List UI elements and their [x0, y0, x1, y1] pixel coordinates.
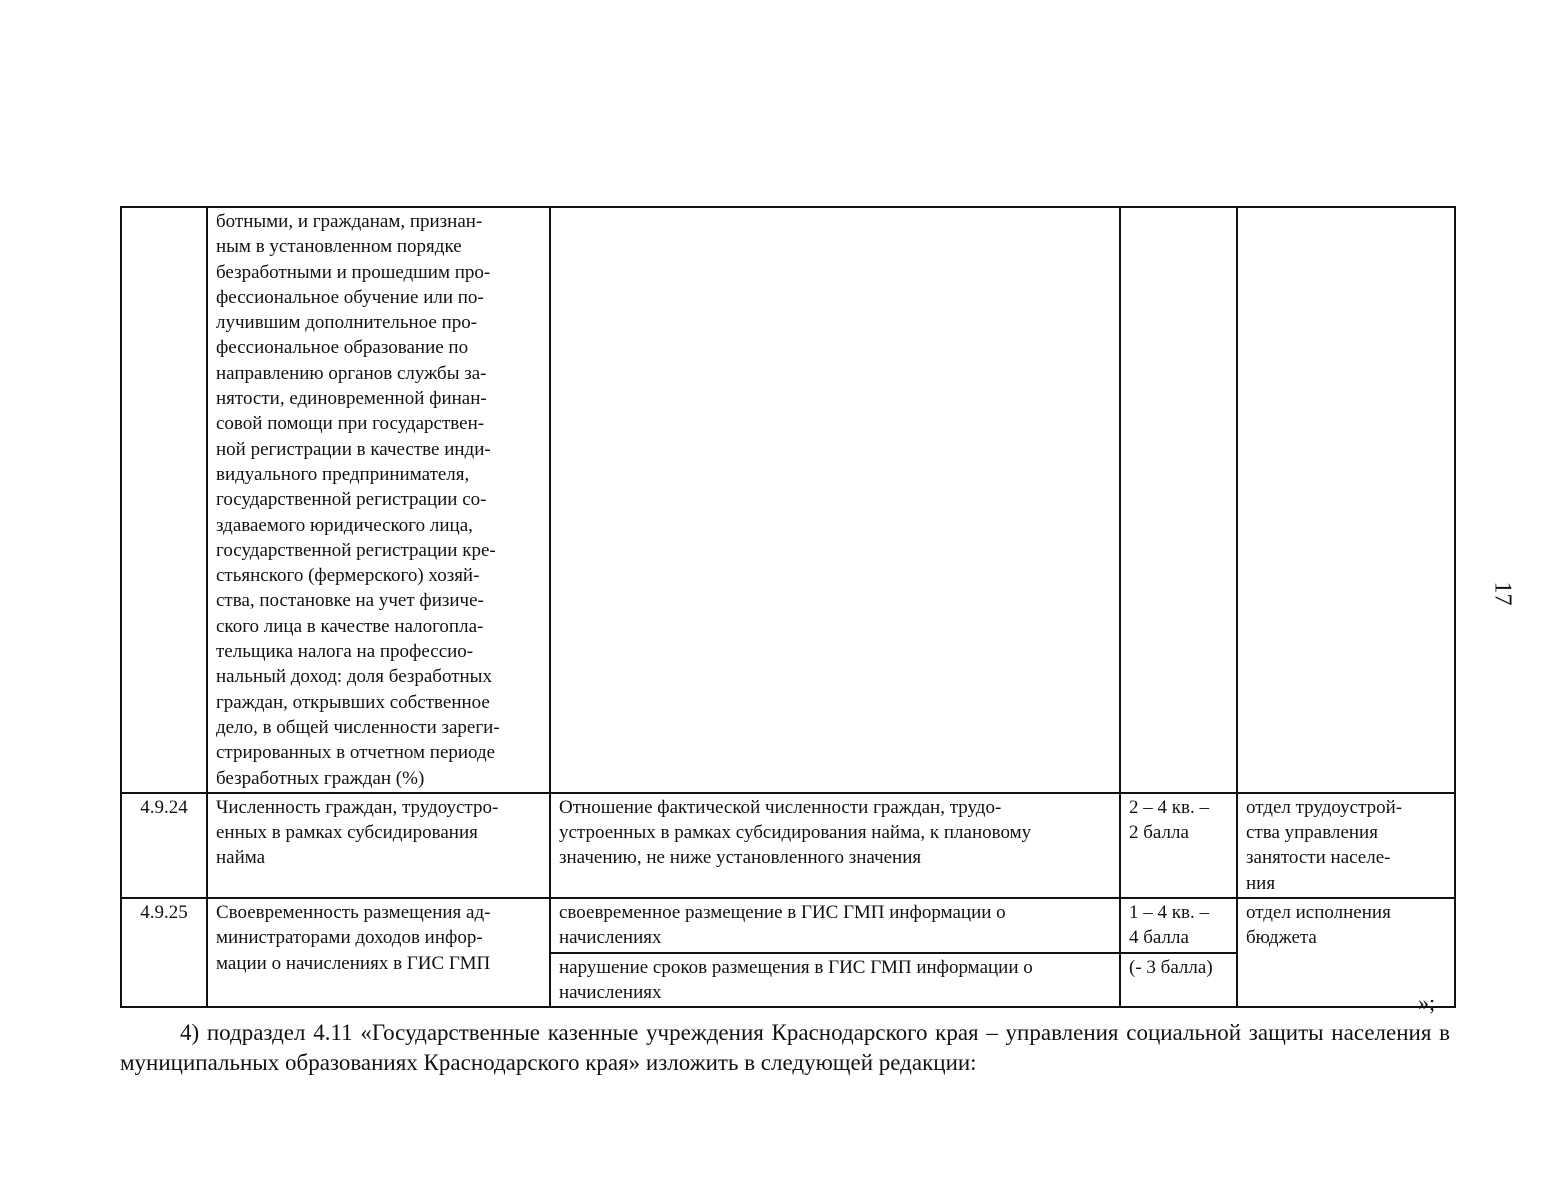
table-row: [121, 793, 1455, 898]
row-number-cell: [121, 207, 207, 793]
responsible-cell: отдел трудоустрой- ства управления занятости населе- ния: [1237, 793, 1455, 898]
row-number-cell: 4.9.25: [121, 898, 207, 1007]
points-cell: 1 – 4 кв. – 4 балла: [1120, 898, 1237, 953]
indicator-cell: Численность граждан, трудоустро- енных в рамках субсидирования найма: [207, 793, 550, 898]
points-cell: 2 – 4 кв. – 2 балла: [1120, 793, 1237, 898]
points-cell: (- 3 балла): [1120, 953, 1237, 1008]
indicator-cell: ботными, и гражданам, признан- ным в установленном порядке безработными и прошедшим про- фессиональное обучение или по- лучившим дополнительное про- фессиональное образование по направлению органов службы за- нятости, единовременной финан- совой помощи при государствен- ной регистрации в качестве инди- видуального предпринимателя, государственной регистрации со- здаваемого юридического лица, государственной регистрации кре- стьянского (фермерского) хозяй- ства, постановке на учет физиче- ского лица в качестве налогопла- тельщика налога на профессио- нальный доход: доля безработных граждан, открывших собственное дело, в общей численности зареги- стрированных в отчетном периоде безработных граждан (%): [207, 207, 550, 793]
criterion-cell: Отношение фактической численности граждан, трудо- устроенных в рамках субсидирования найма, к плановому значению, не ниже установленного значения: [550, 793, 1120, 898]
page-number: 17: [1489, 581, 1516, 606]
criteria-table: [120, 206, 1456, 1008]
responsible-cell: [1237, 207, 1455, 793]
table-row: [121, 898, 1455, 953]
amendment-paragraph: 4) подраздел 4.11 «Государственные казенные учреждения Краснодарского края – управления социальной защиты населения в муниципальных образованиях Краснодарского края» изложить в следующей редакции:: [120, 1020, 1450, 1075]
criterion-cell: нарушение сроков размещения в ГИС ГМП информации о начислениях: [550, 953, 1120, 1008]
table-row: [121, 207, 1455, 793]
criterion-cell: [550, 207, 1120, 793]
indicator-cell: Своевременность размещения ад- министраторами доходов инфор- мации о начислениях в ГИС ГМП: [207, 898, 550, 1007]
criterion-cell: своевременное размещение в ГИС ГМП информации о начислениях: [550, 898, 1120, 953]
responsible-cell: отдел исполнения бюджета: [1237, 898, 1455, 1007]
closing-quote: »;: [1418, 990, 1436, 1015]
points-cell: [1120, 207, 1237, 793]
row-number-cell: 4.9.24: [121, 793, 207, 898]
